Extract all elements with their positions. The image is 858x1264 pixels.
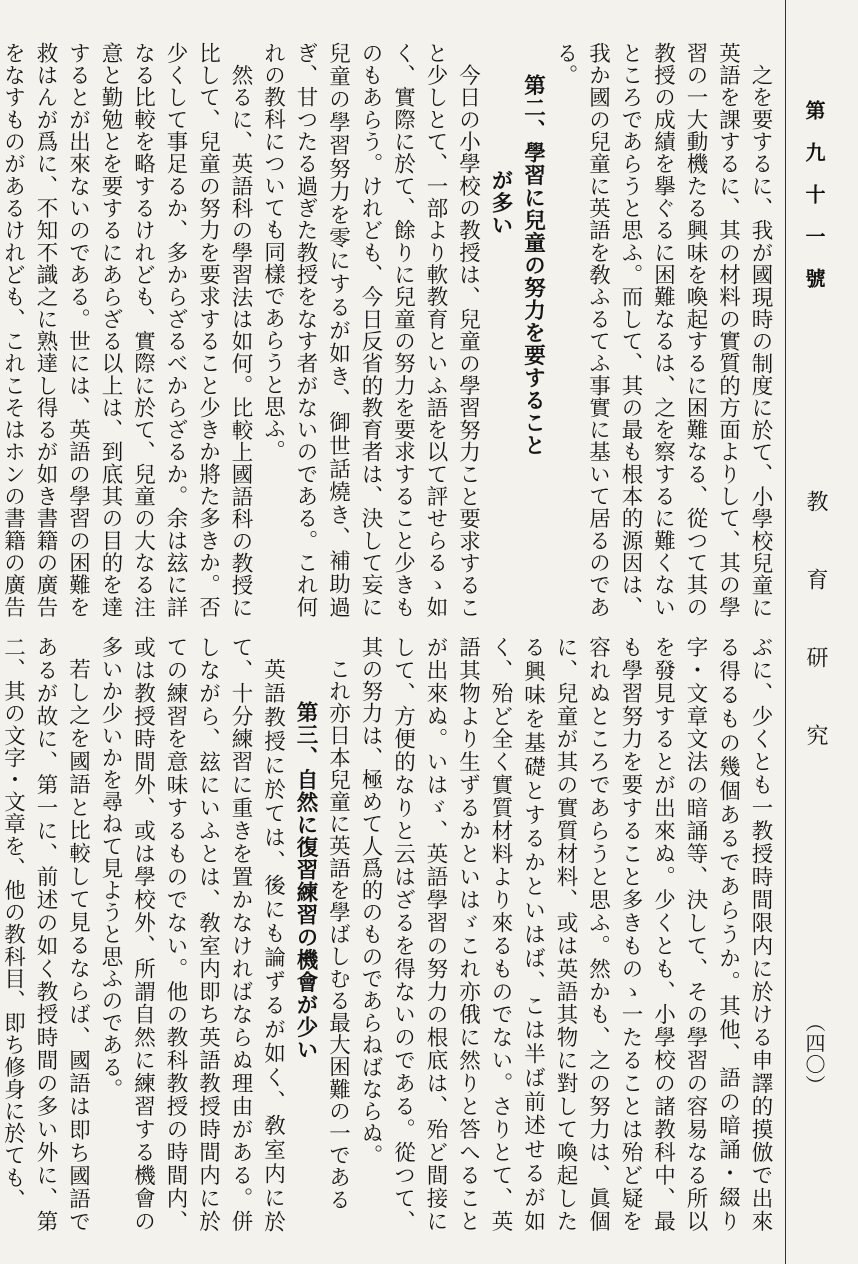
section-heading-2 (484, 42, 549, 618)
lower-text-block (0, 636, 776, 1232)
running-header (785, 0, 858, 1264)
paragraph: 之を要するに、我が國現時の制度に於て、小學校兒童に英語を課するに、其の材料の實質的方面よりして、其の學習の一大動機たる興味を喚起するに困難なる、從つて其の教授の成績を擧ぐるに困難なるは、之を察するに難くないところであらうと思ふ。而して、其の最も根本的源因は、我か國の兒童に英語を敎ふるてふ事實に基いて居るのである。 (553, 42, 773, 618)
upper-text-block (0, 42, 776, 618)
section-heading-2-line2: が多い (488, 168, 513, 237)
paragraph: 然るに、英語科の學習法は如何。比較上國語科の教授に比して、兒童の努力を要求すること少きか將た多きか。否少くして事足るか、多からざるべからざるか。余は玆に詳なる比較を略するけれども、實際に於て、兒童の大なる注意と勤勉とを要するにあらざる以上は、到底其の目的を達するとが出來ないのである。世には、英語の學習の困難を救はんが爲に、不知不識之に熟達し得るが如き書籍の廣告をなすものがあるけれども、これこそはホンの書籍の廣告 (0, 42, 253, 618)
paragraph: これ亦日本兒童に英語を學ばしむる最大困難の一である (325, 657, 351, 1210)
paragraph: 英語教授に於ては、後にも論ずるが如く、敎室内に於て、十分練習に重きを置かなければならぬ理由がある。併しながら、玆にいふとは、敎室内即ち英語教授時間内に於ての練習を意味するものでない。他の教科教授の時間内、或は教授時間外、或は學校外、所謂自然に練習する機會の多いか少いかを尋ねて見ようと思ふのである。 (98, 636, 286, 1232)
journal-title: 教育研究 (803, 490, 828, 802)
section-heading-3: 第三、自然に復習練習の機會が少い (293, 700, 318, 1061)
paragraph: 若し之を國語と比較して見るならば、國語は即ち國語であるが故に、第一に、前述の如く教授時間の多い外に、第二、其の文字・文章を、他の教科目、即ち修身に於ても、 (0, 636, 91, 1232)
issue-number: 第九十一號 (802, 100, 826, 310)
paragraph: 今日の小學校の教授は、兒童の學習努力こと要求すること少しとて、一部より軟教育といふ語を以て評せらるゝ如く、實際に於て、餘りに兒童の努力を要求すること少きものもあらう。けれども、今日反省的教育者は、決して妄に兒童の學習努力を零にするが如き、御世話燒き、補助過ぎ、甘つたる過ぎた教授をなす者がないのである。これ何れの教科についても同樣であらうと思ふ。 (260, 42, 481, 618)
section-heading-2-line1: 第二、學習に兒童の努力を要すること (520, 74, 546, 457)
paragraph: ぶに、少くとも一教授時間限内に於ける申譯的摸倣で出來る得るもの幾個あるであらうか。其他、語の暗誦・綴り字・文章文法の暗誦等、決して、その學習の容易なる所以を發見するとが出來ぬ。少くとも、小學校の諸教科中、最も學習努力を要すること多きものゝ一たることは殆ど疑を容れぬところであらうと思ふ。然かも、之の努力は、眞個に、兒童が其の實質材料、或は英語其物に對して喚起したる興味を基礎とするかといはば、こは半ば前述せるが如く、殆ど全く實質材料より來るものでない。さりとて、英語其物より生ずるかといはゞこれ亦俄に然りと答へることが出來ぬ。いはゞ、英語學習の努力の根底は、殆ど間接にして、方便的なりと云はざるを得ないのである。從つて、其の努力は、極めて人爲的のものであらねばならぬ。 (358, 636, 773, 1232)
page-number: （四〇） (802, 1012, 826, 1096)
